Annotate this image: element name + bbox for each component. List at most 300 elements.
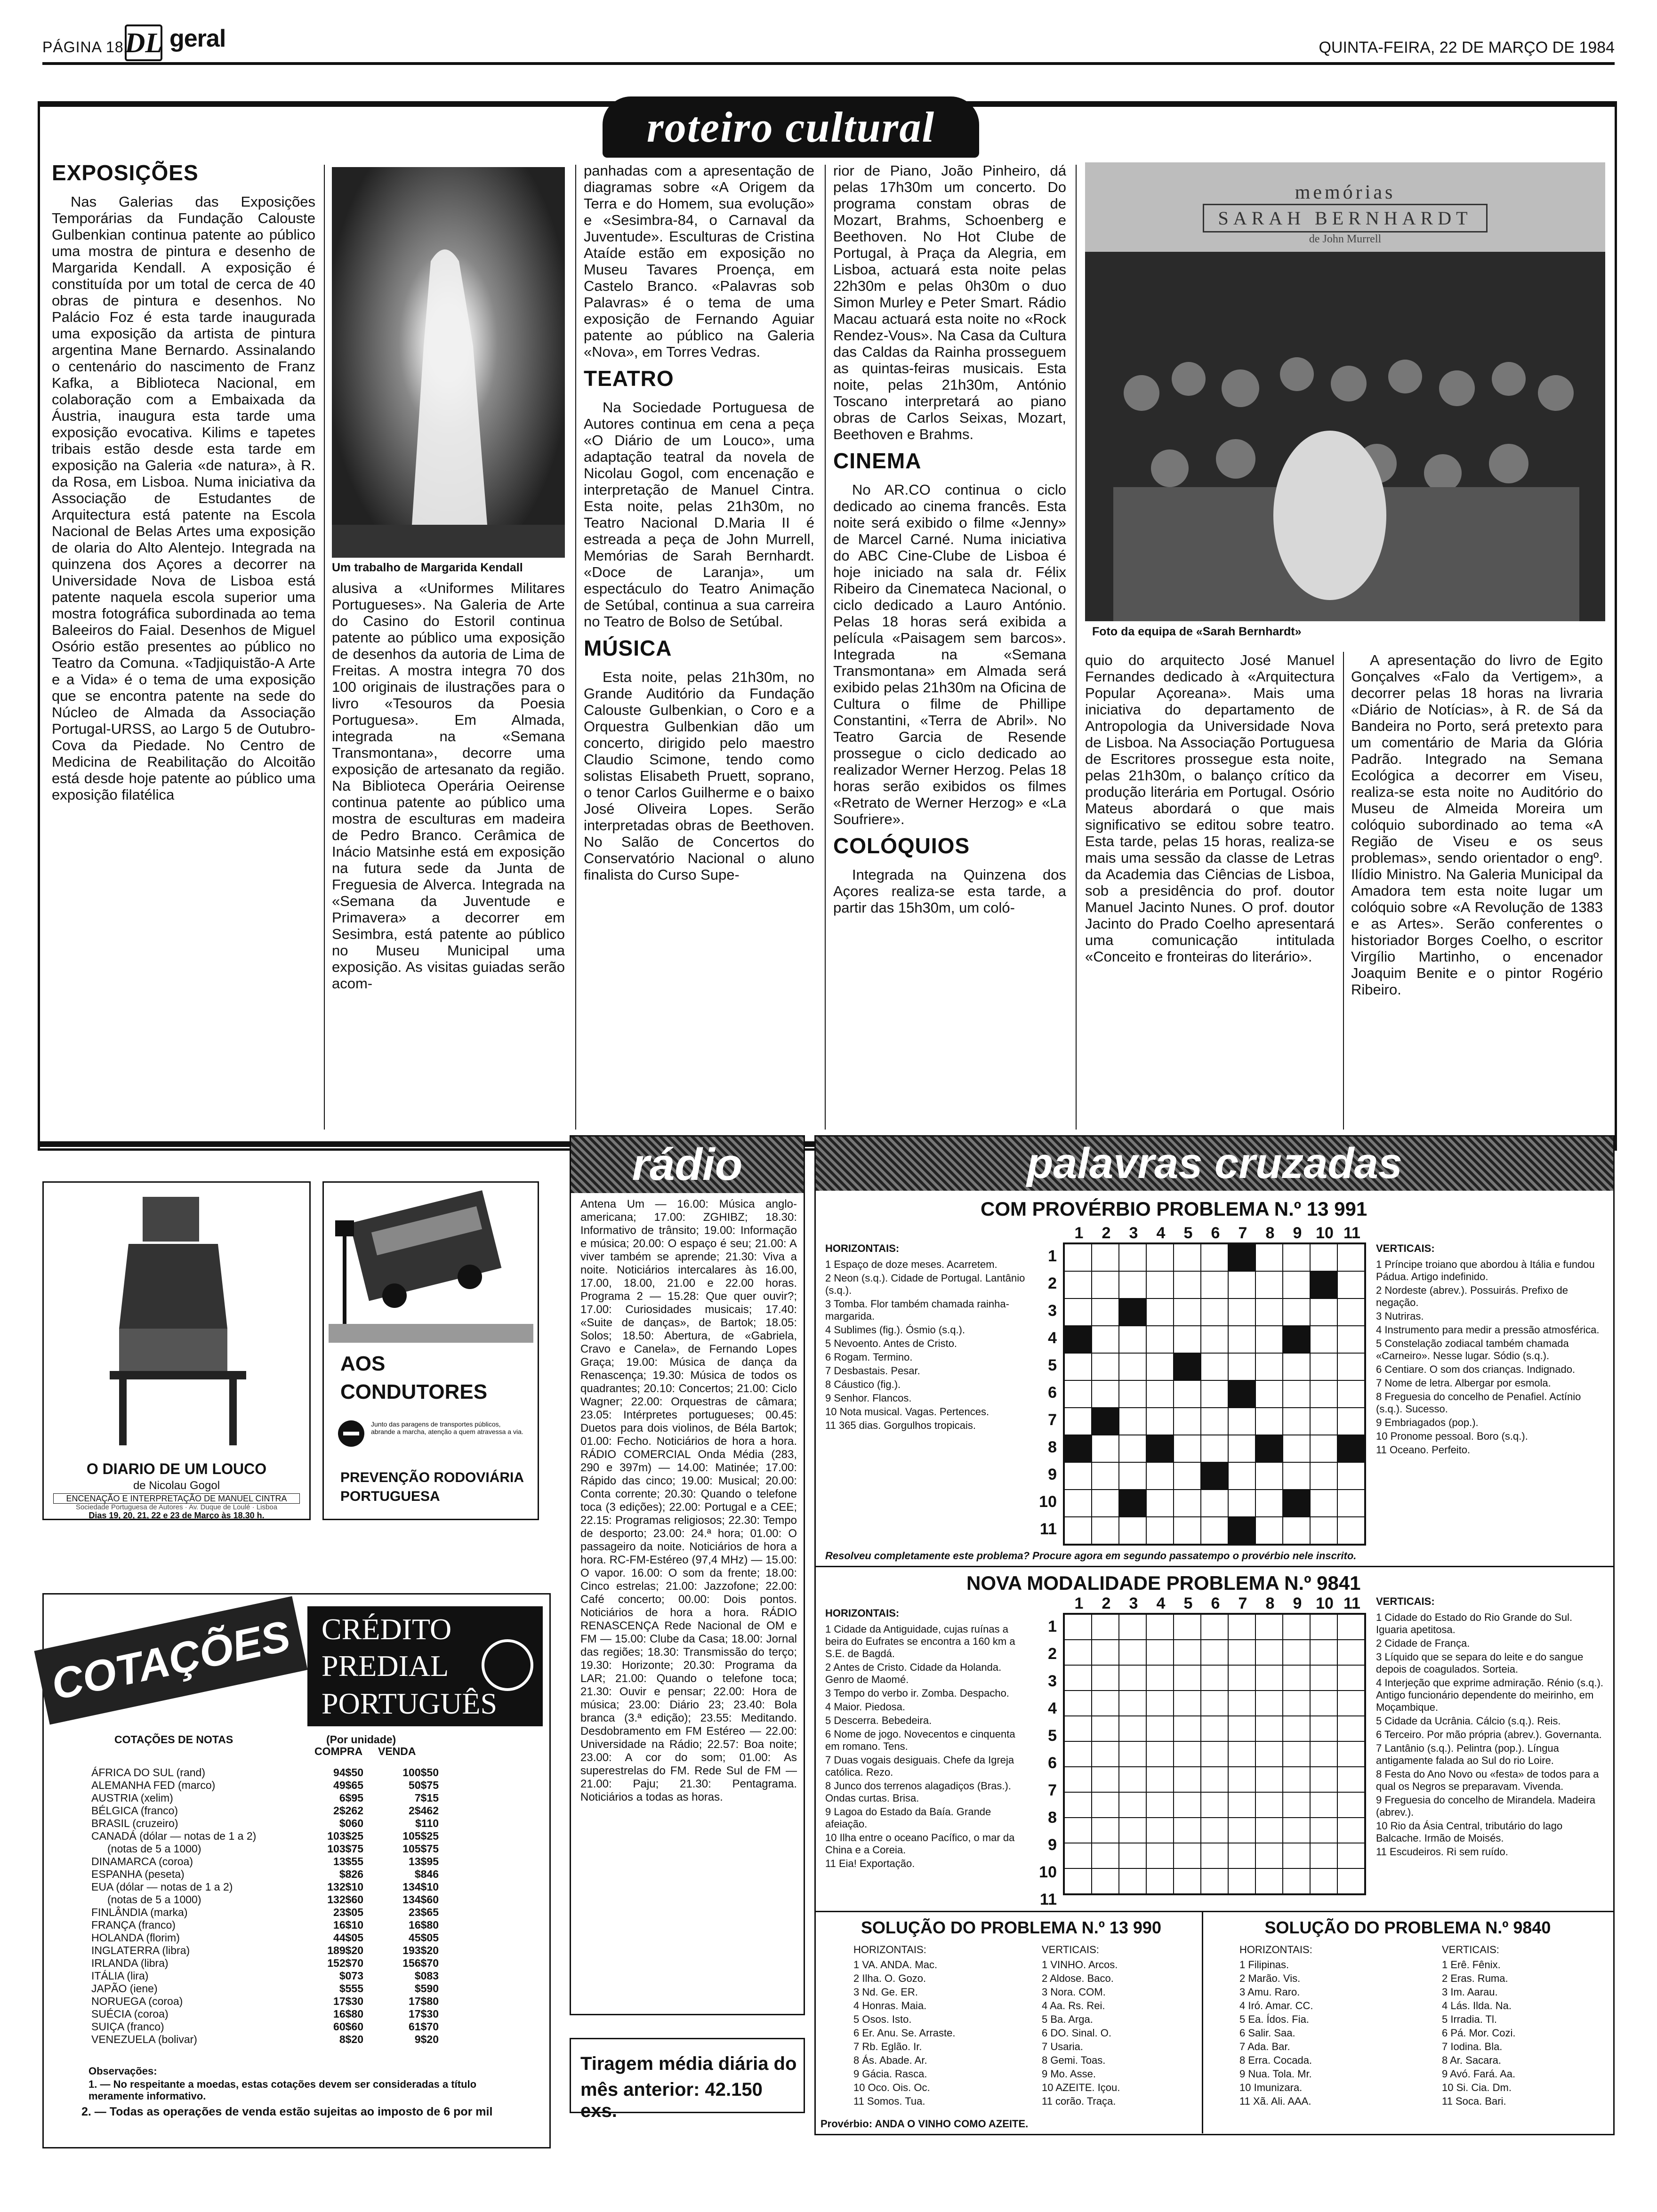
crossword-cell[interactable] bbox=[1228, 1614, 1255, 1640]
crossword-cell[interactable] bbox=[1146, 1271, 1174, 1298]
crossword-cell[interactable] bbox=[1283, 1691, 1310, 1716]
crossword-cell[interactable] bbox=[1310, 1868, 1337, 1894]
crossword-cell[interactable] bbox=[1310, 1490, 1337, 1517]
crossword-cell[interactable] bbox=[1337, 1326, 1365, 1353]
crossword-cell[interactable] bbox=[1064, 1490, 1092, 1517]
crossword-cell[interactable] bbox=[1337, 1271, 1365, 1298]
crossword-cell[interactable] bbox=[1174, 1843, 1201, 1868]
crossword-cell[interactable] bbox=[1092, 1665, 1119, 1691]
roteiro-title: roteiro cultural bbox=[603, 96, 979, 158]
ad-louco-author: de Nicolau Gogol bbox=[133, 1479, 220, 1492]
crossword-cell[interactable] bbox=[1119, 1244, 1146, 1271]
text-coloquios-final: A apresentação do livro de Egito Gonçalves «Falo da Vertigem», a decorrer pelas 18 horas na livraria «Diário de Notícias», à R. de Sá da Bandeira no Porto, será pretexto para um comentário de Maria da Glória Padrão. Integrado na Semana Ecológica a decorrer em Viseu, realiza-se esta noite no Auditório do Museu de Almeida Moreira um colóquio subordinado ao tema «A Região de Viseu e os seus problemas», sendo orientador o engº. Ilídio Ministro. Na Galeria Municipal da Amadora tem esta noite lugar um colóquio sobre «A Revolução de 1383 e as Artes». Serão conferentes o historiador Borges Coelho, o escritor Virgílio Martinho, o encenador Joaquim Benite e o pintor Rogério Ribeiro. bbox=[1351, 652, 1603, 998]
crossword-cell[interactable] bbox=[1119, 1462, 1146, 1490]
crossword-cell[interactable] bbox=[1201, 1818, 1228, 1843]
radio-box bbox=[570, 1135, 805, 2015]
crossword-cell[interactable] bbox=[1228, 1490, 1255, 1517]
crossword-cell[interactable] bbox=[1174, 1326, 1201, 1353]
crossword-cell[interactable] bbox=[1310, 1298, 1337, 1326]
crossword-cell[interactable] bbox=[1310, 1435, 1337, 1462]
crossword-cell[interactable] bbox=[1146, 1640, 1174, 1665]
crossword-cell[interactable] bbox=[1146, 1244, 1174, 1271]
crossword-cell[interactable] bbox=[1064, 1380, 1092, 1408]
crossword-cell[interactable] bbox=[1201, 1408, 1228, 1435]
crossword-cell[interactable] bbox=[1228, 1792, 1255, 1818]
crossword-cell[interactable] bbox=[1092, 1818, 1119, 1843]
crossword-cell[interactable] bbox=[1310, 1818, 1337, 1843]
crossword-cell[interactable] bbox=[1092, 1490, 1119, 1517]
crossword-cell[interactable] bbox=[1146, 1741, 1174, 1767]
crossword-cell[interactable] bbox=[1201, 1741, 1228, 1767]
crossword-cell[interactable] bbox=[1146, 1408, 1174, 1435]
crossword-cell[interactable] bbox=[1228, 1462, 1255, 1490]
sell-rate: $846 bbox=[414, 1868, 439, 1880]
list-item: 4 Instrumento para medir a pressão atmosférica. bbox=[1376, 1324, 1600, 1336]
row-number: 2 bbox=[1048, 1644, 1057, 1663]
sell-rate: 105$75 bbox=[402, 1843, 439, 1855]
crossword-cell[interactable] bbox=[1146, 1462, 1174, 1490]
crossword-cell[interactable] bbox=[1064, 1517, 1092, 1544]
crossword-cell[interactable] bbox=[1310, 1792, 1337, 1818]
crossword-cell[interactable] bbox=[1310, 1244, 1337, 1271]
crossword-cell[interactable] bbox=[1174, 1640, 1201, 1665]
crossword-cell[interactable] bbox=[1092, 1767, 1119, 1792]
crossword-cell[interactable] bbox=[1283, 1380, 1310, 1408]
crossword-cell[interactable] bbox=[1064, 1665, 1092, 1691]
crossword-cell[interactable] bbox=[1337, 1691, 1365, 1716]
crossword-cell[interactable] bbox=[1337, 1665, 1365, 1691]
crossword-cell[interactable] bbox=[1119, 1792, 1146, 1818]
table-row bbox=[88, 1830, 442, 1843]
table-row bbox=[88, 2033, 442, 2046]
list-item: 3 Amu. Raro. bbox=[1239, 1986, 1300, 1998]
crossword-cell[interactable] bbox=[1201, 1767, 1228, 1792]
crossword-cell[interactable] bbox=[1283, 1462, 1310, 1490]
crossword-cell[interactable] bbox=[1174, 1298, 1201, 1326]
crossword-cell[interactable] bbox=[1201, 1326, 1228, 1353]
list-item: 9 Gácia. Rasca. bbox=[853, 2068, 927, 2080]
crossword-cell[interactable] bbox=[1283, 1716, 1310, 1741]
crossword-cell[interactable] bbox=[1174, 1614, 1201, 1640]
crossword-cell[interactable] bbox=[1119, 1614, 1146, 1640]
crossword-cell[interactable] bbox=[1119, 1640, 1146, 1665]
row-number: 6 bbox=[1048, 1754, 1057, 1772]
sol1-v-label: VERTICAIS: bbox=[1042, 1944, 1099, 1956]
table-row bbox=[88, 1906, 442, 1919]
list-item: 3 Líquido que se separa do leite e do sangue depois de coagulados. Sorteia. bbox=[1376, 1651, 1584, 1675]
crossword-cell[interactable] bbox=[1201, 1435, 1228, 1462]
crossword-cell[interactable] bbox=[1255, 1408, 1283, 1435]
currency-name: BÉLGICA (franco) bbox=[91, 1804, 178, 1817]
crossword-cell[interactable] bbox=[1092, 1614, 1119, 1640]
crossword-cell[interactable] bbox=[1255, 1462, 1283, 1490]
crossword-cell[interactable] bbox=[1146, 1614, 1174, 1640]
column-number: 2 bbox=[1102, 1224, 1111, 1242]
crossword-cell[interactable] bbox=[1119, 1517, 1146, 1544]
crossword-cell[interactable] bbox=[1228, 1818, 1255, 1843]
cotacoes-column-label: COTAÇÕES DE NOTAS bbox=[114, 1733, 233, 1746]
crossword-cell[interactable] bbox=[1283, 1271, 1310, 1298]
crossword-cell[interactable] bbox=[1310, 1691, 1337, 1716]
crossword-cell[interactable] bbox=[1174, 1818, 1201, 1843]
crossword-cell[interactable] bbox=[1255, 1298, 1283, 1326]
crossword-cell[interactable] bbox=[1283, 1868, 1310, 1894]
crossword-cell[interactable] bbox=[1119, 1868, 1146, 1894]
list-item: 1 Cidade da Antiguidade, cujas ruínas a beira do Eufrates se encontra a 160 km a S.E. de Bagdá. bbox=[825, 1623, 1015, 1659]
crossword-cell[interactable] bbox=[1146, 1380, 1174, 1408]
crossword-cell[interactable] bbox=[1337, 1353, 1365, 1380]
crossword-cell[interactable] bbox=[1228, 1326, 1255, 1353]
crossword-cell[interactable] bbox=[1228, 1691, 1255, 1716]
crossword-cell[interactable] bbox=[1310, 1843, 1337, 1868]
crossword-cell[interactable] bbox=[1174, 1380, 1201, 1408]
crossword-cell[interactable] bbox=[1201, 1353, 1228, 1380]
banner-line-2: SARAH BERNHARDT bbox=[1203, 204, 1488, 232]
crossword-cell[interactable] bbox=[1064, 1843, 1092, 1868]
crossword-cell[interactable] bbox=[1092, 1843, 1119, 1868]
crossword-cell[interactable] bbox=[1228, 1271, 1255, 1298]
sell-rate: 17$30 bbox=[409, 2008, 439, 2020]
column-number: 5 bbox=[1183, 1224, 1193, 1242]
crossword-cell[interactable] bbox=[1337, 1462, 1365, 1490]
crossword-cell[interactable] bbox=[1283, 1767, 1310, 1792]
list-item: 1 VINHO. Arcos. bbox=[1042, 1959, 1118, 1971]
row-number: 1 bbox=[1048, 1247, 1057, 1265]
row-number: 1 bbox=[1048, 1617, 1057, 1635]
crossword-cell[interactable] bbox=[1064, 1408, 1092, 1435]
crossword-cell[interactable] bbox=[1283, 1408, 1310, 1435]
crossword-cell[interactable] bbox=[1228, 1741, 1255, 1767]
crossword-cell[interactable] bbox=[1092, 1868, 1119, 1894]
crossword-cell[interactable] bbox=[1228, 1716, 1255, 1741]
crossword-cell[interactable] bbox=[1146, 1843, 1174, 1868]
list-item: 8 Gemi. Toas. bbox=[1042, 2054, 1106, 2066]
crossword-cell[interactable] bbox=[1174, 1691, 1201, 1716]
crossword-cell[interactable] bbox=[1255, 1614, 1283, 1640]
crossword-cell[interactable] bbox=[1201, 1614, 1228, 1640]
crossword-cell[interactable] bbox=[1064, 1792, 1092, 1818]
crossword-cell[interactable] bbox=[1310, 1462, 1337, 1490]
crossword-cell[interactable] bbox=[1228, 1408, 1255, 1435]
sell-rate: 50$75 bbox=[409, 1779, 439, 1791]
crossword-cell[interactable] bbox=[1337, 1843, 1365, 1868]
crossword-cell[interactable] bbox=[1255, 1640, 1283, 1665]
crossword-cell[interactable] bbox=[1255, 1244, 1283, 1271]
crossword-cell bbox=[1283, 1490, 1310, 1517]
column-number: 9 bbox=[1293, 1224, 1302, 1242]
text-exposicoes: Nas Galerias das Exposições Temporárias da Fundação Calouste Gulbenkian continua patente ao público uma mostra de pintura e desenho de Margarida Kendall. A exposição é constituída por um total de cerca de 40 obras de pintura e desenhos. No Palácio Foz é esta tarde inaugurada uma exposição da artista de pintura argentina Mane Bernardo. Assinalando o centenário do nascimento de Franz Kafka, a Biblioteca Nacional, em colaboração com a Embaixada da Áustria, inaugura esta tarde uma exposição evocativa. Kilims e tapetes tribais estão desde esta tarde em exposição na Galeria «de natura», à R. da Rosa, em Lisboa. Numa iniciativa da Associação de Estudantes de Arquitectura está patente na Escola Nacional de Belas Artes uma exposição de olaria do Alto Alentejo. Integrada na quinzena dos Açores a decorrer na Universidade Nova de Lisboa está patente naquela escola superior uma mostra fotográfica subordinada ao tema Baleeiros do Faial. Desenhos de Miguel Osório estão presentes ao público no Teatro da Comuna. «Tadjiquistão-A Arte e a Vida» é o tema de uma exposição que se encontra patente na sede do Núcleo de Almada da Associação Portugal-URSS, ao Largo 5 de Outubro-Cova da Piedade. No Centro de Medicina de Reabilitação do Alcoitão está desde hoje patente ao público uma exposição filatélica bbox=[52, 193, 315, 803]
crossword-cell[interactable] bbox=[1337, 1868, 1365, 1894]
row-number: 5 bbox=[1048, 1356, 1057, 1374]
crossword-cell[interactable] bbox=[1174, 1665, 1201, 1691]
crossword-cell[interactable] bbox=[1337, 1614, 1365, 1640]
crossword-cell[interactable] bbox=[1255, 1818, 1283, 1843]
crossword-cell[interactable] bbox=[1119, 1271, 1146, 1298]
crossword-cell[interactable] bbox=[1337, 1380, 1365, 1408]
crossword-cell[interactable] bbox=[1228, 1298, 1255, 1326]
list-item: 7 Usaria. bbox=[1042, 2041, 1084, 2052]
crossword-cell[interactable] bbox=[1283, 1818, 1310, 1843]
crossword-cell[interactable] bbox=[1255, 1271, 1283, 1298]
crossword-cell[interactable] bbox=[1092, 1326, 1119, 1353]
crossword-cell[interactable] bbox=[1146, 1326, 1174, 1353]
crossword-cell[interactable] bbox=[1174, 1792, 1201, 1818]
crossword-cell[interactable] bbox=[1174, 1462, 1201, 1490]
heading-teatro: TEATRO bbox=[584, 366, 674, 391]
crossword-grid-1[interactable] bbox=[1063, 1242, 1366, 1546]
crossword-cell[interactable] bbox=[1174, 1868, 1201, 1894]
crossword-cell[interactable] bbox=[1174, 1517, 1201, 1544]
crossword-cell[interactable] bbox=[1283, 1665, 1310, 1691]
crossword-grid-2[interactable] bbox=[1063, 1613, 1366, 1895]
crossword-cell[interactable] bbox=[1174, 1716, 1201, 1741]
crossword-cell[interactable] bbox=[1310, 1640, 1337, 1665]
list-item: 2 Antes de Cristo. Cidade da Holanda. Genro de Maomé. bbox=[825, 1661, 1002, 1685]
crossword-cell[interactable] bbox=[1092, 1244, 1119, 1271]
crossword-cell[interactable] bbox=[1064, 1868, 1092, 1894]
crossword-cell[interactable] bbox=[1283, 1843, 1310, 1868]
crossword-cell[interactable] bbox=[1228, 1843, 1255, 1868]
crossword-cell[interactable] bbox=[1310, 1326, 1337, 1353]
crossword-cell[interactable] bbox=[1174, 1408, 1201, 1435]
crossword-cell[interactable] bbox=[1119, 1380, 1146, 1408]
page-number: PÁGINA 18 bbox=[42, 39, 124, 56]
crossword-cell[interactable] bbox=[1092, 1380, 1119, 1408]
crossword-cell[interactable] bbox=[1201, 1244, 1228, 1271]
crossword-cell[interactable] bbox=[1064, 1640, 1092, 1665]
crossword-cell[interactable] bbox=[1283, 1614, 1310, 1640]
crossword-cell[interactable] bbox=[1283, 1435, 1310, 1462]
crossword-cell[interactable] bbox=[1092, 1298, 1119, 1326]
crossword-cell[interactable] bbox=[1146, 1353, 1174, 1380]
list-item: 9 Embriagados (pop.). bbox=[1376, 1417, 1479, 1428]
crossword-cell[interactable] bbox=[1255, 1326, 1283, 1353]
crossword-cell[interactable] bbox=[1310, 1614, 1337, 1640]
list-item: 11 Oceano. Perfeito. bbox=[1376, 1444, 1471, 1456]
crossword-cell[interactable] bbox=[1174, 1271, 1201, 1298]
crossword-cell[interactable] bbox=[1201, 1691, 1228, 1716]
crossword-cell[interactable] bbox=[1119, 1435, 1146, 1462]
crossword-cell[interactable] bbox=[1255, 1716, 1283, 1741]
crossword-cell[interactable] bbox=[1119, 1326, 1146, 1353]
crossword-cell[interactable] bbox=[1201, 1517, 1228, 1544]
crossword-cell[interactable] bbox=[1337, 1244, 1365, 1271]
crossword-cell[interactable] bbox=[1064, 1244, 1092, 1271]
crossword-cell[interactable] bbox=[1174, 1435, 1201, 1462]
crossword-cell[interactable] bbox=[1201, 1868, 1228, 1894]
crossword-cell[interactable] bbox=[1146, 1792, 1174, 1818]
buy-rate: 189$20 bbox=[327, 1944, 363, 1956]
crossword-cell[interactable] bbox=[1092, 1716, 1119, 1741]
crossword-cell[interactable] bbox=[1174, 1490, 1201, 1517]
crossword-cell[interactable] bbox=[1092, 1353, 1119, 1380]
actor-on-table-illustration bbox=[48, 1187, 305, 1451]
crossword-cell[interactable] bbox=[1255, 1741, 1283, 1767]
crossword-cell[interactable] bbox=[1255, 1665, 1283, 1691]
crossword-cell[interactable] bbox=[1310, 1408, 1337, 1435]
crossword-cell[interactable] bbox=[1228, 1640, 1255, 1665]
crossword-cell[interactable] bbox=[1201, 1271, 1228, 1298]
row-number: 8 bbox=[1048, 1438, 1057, 1456]
crossword-cell[interactable] bbox=[1228, 1435, 1255, 1462]
crossword-cell[interactable] bbox=[1146, 1298, 1174, 1326]
problem1-row-numbers bbox=[1032, 1242, 1061, 1543]
column-exposicoes-cont bbox=[332, 580, 565, 1130]
sell-rate: 16$80 bbox=[409, 1919, 439, 1931]
crossword-cell[interactable] bbox=[1092, 1435, 1119, 1462]
bank-name-2: PREDIAL bbox=[322, 1649, 449, 1683]
crossword-cell[interactable] bbox=[1092, 1691, 1119, 1716]
sol2-h-list bbox=[1239, 1959, 1409, 2108]
crossword-cell[interactable] bbox=[1146, 1818, 1174, 1843]
column-rule bbox=[1202, 1912, 1203, 2133]
crossword-cell[interactable] bbox=[1146, 1868, 1174, 1894]
crossword-cell[interactable] bbox=[1283, 1741, 1310, 1767]
list-item: 9 Lagoa do Estado da Baía. Grande afeiação. bbox=[825, 1806, 991, 1830]
crossword-cell[interactable] bbox=[1310, 1767, 1337, 1792]
crossword-cell[interactable] bbox=[1283, 1298, 1310, 1326]
crossword-cell[interactable] bbox=[1092, 1271, 1119, 1298]
crossword-cell[interactable] bbox=[1310, 1741, 1337, 1767]
crossword-cell[interactable] bbox=[1337, 1408, 1365, 1435]
crossword-cell[interactable] bbox=[1146, 1767, 1174, 1792]
crossword-cell[interactable] bbox=[1119, 1716, 1146, 1741]
crossword-cell[interactable] bbox=[1255, 1517, 1283, 1544]
crossword-cell[interactable] bbox=[1337, 1741, 1365, 1767]
list-item: 7 Lantânio (s.q.). Pelintra (pop.). Língua antigamente falada ao Sul do rio Loire. bbox=[1376, 1742, 1559, 1766]
crossword-cell bbox=[1201, 1462, 1228, 1490]
problem2-horizontals bbox=[825, 1607, 1032, 1871]
crossword-cell[interactable] bbox=[1146, 1665, 1174, 1691]
crossword-cell[interactable] bbox=[1119, 1741, 1146, 1767]
solucao-9840 bbox=[1207, 1918, 1609, 2130]
photo-sarah-bernhardt bbox=[1085, 162, 1605, 621]
buy-rate: 17$30 bbox=[333, 1995, 363, 2007]
list-item: 7 Duas vogais desiguais. Chefe da Igreja católica. Rezo. bbox=[825, 1754, 1014, 1778]
crossword-cell[interactable] bbox=[1064, 1298, 1092, 1326]
crossword-cell[interactable] bbox=[1283, 1792, 1310, 1818]
crossword-cell[interactable] bbox=[1064, 1691, 1092, 1716]
table-row bbox=[88, 1995, 442, 2008]
crossword-cell[interactable] bbox=[1119, 1691, 1146, 1716]
crossword-cell[interactable] bbox=[1228, 1353, 1255, 1380]
crossword-cell[interactable] bbox=[1228, 1665, 1255, 1691]
crossword-cell[interactable] bbox=[1092, 1517, 1119, 1544]
crossword-cell[interactable] bbox=[1337, 1517, 1365, 1544]
crossword-cell[interactable] bbox=[1201, 1843, 1228, 1868]
crossword-cell[interactable] bbox=[1255, 1868, 1283, 1894]
crossword-cell[interactable] bbox=[1310, 1380, 1337, 1408]
crossword-cell[interactable] bbox=[1119, 1843, 1146, 1868]
buy-rate: $555 bbox=[339, 1982, 363, 1995]
crossword-cell[interactable] bbox=[1119, 1767, 1146, 1792]
crossword-cell[interactable] bbox=[1310, 1665, 1337, 1691]
crossword-cell[interactable] bbox=[1337, 1490, 1365, 1517]
crossword-cell[interactable] bbox=[1064, 1353, 1092, 1380]
crossword-cell[interactable] bbox=[1119, 1408, 1146, 1435]
table-row bbox=[88, 1881, 442, 1893]
crossword-cell[interactable] bbox=[1201, 1640, 1228, 1665]
crossword-cell[interactable] bbox=[1337, 1716, 1365, 1741]
crossword-cell[interactable] bbox=[1146, 1691, 1174, 1716]
crossword-cell[interactable] bbox=[1119, 1353, 1146, 1380]
crossword-cell[interactable] bbox=[1283, 1640, 1310, 1665]
crossword-cell[interactable] bbox=[1092, 1640, 1119, 1665]
crossword-cell[interactable] bbox=[1092, 1462, 1119, 1490]
crossword-cell[interactable] bbox=[1255, 1353, 1283, 1380]
crossword-cell bbox=[1092, 1408, 1119, 1435]
crossword-cell[interactable] bbox=[1255, 1767, 1283, 1792]
cotacoes-obs-2: 2. — Todas as operações de venda estão sujeitas ao imposto de 6 por mil bbox=[81, 2105, 493, 2118]
column-coloquios-final bbox=[1351, 652, 1603, 1132]
crossword-cell[interactable] bbox=[1201, 1490, 1228, 1517]
crossword-cell[interactable] bbox=[1255, 1380, 1283, 1408]
crossword-cell[interactable] bbox=[1337, 1767, 1365, 1792]
column-cinema bbox=[833, 162, 1066, 1132]
crossword-cell[interactable] bbox=[1146, 1490, 1174, 1517]
crossword-cell[interactable] bbox=[1255, 1490, 1283, 1517]
crossword-cell[interactable] bbox=[1337, 1298, 1365, 1326]
crossword-cell[interactable] bbox=[1174, 1244, 1201, 1271]
dateline: QUINTA-FEIRA, 22 DE MARÇO DE 1984 bbox=[1319, 39, 1615, 56]
table-row bbox=[88, 1817, 442, 1830]
crossword-cell[interactable] bbox=[1064, 1462, 1092, 1490]
crossword-cell[interactable] bbox=[1337, 1818, 1365, 1843]
crossword-cell bbox=[1255, 1435, 1283, 1462]
crossword-cell[interactable] bbox=[1174, 1767, 1201, 1792]
crossword-cell[interactable] bbox=[1119, 1665, 1146, 1691]
crossword-cell[interactable] bbox=[1092, 1741, 1119, 1767]
column-rule bbox=[825, 165, 826, 1130]
crossword-cell[interactable] bbox=[1064, 1767, 1092, 1792]
crossword-cell[interactable] bbox=[1310, 1716, 1337, 1741]
crossword-cell[interactable] bbox=[1228, 1868, 1255, 1894]
crossword-cell[interactable] bbox=[1255, 1792, 1283, 1818]
crossword-cell[interactable] bbox=[1283, 1517, 1310, 1544]
list-item: 10 Si. Cia. Dm. bbox=[1442, 2082, 1512, 2093]
crossword-cell[interactable] bbox=[1119, 1818, 1146, 1843]
column-teatro-musica bbox=[584, 162, 814, 1132]
crossword-cell[interactable] bbox=[1092, 1792, 1119, 1818]
crossword-cell[interactable] bbox=[1283, 1353, 1310, 1380]
crossword-cell[interactable] bbox=[1146, 1716, 1174, 1741]
crossword-cell[interactable] bbox=[1174, 1741, 1201, 1767]
crossword-cell[interactable] bbox=[1255, 1843, 1283, 1868]
crossword-cell[interactable] bbox=[1228, 1767, 1255, 1792]
crossword-cell[interactable] bbox=[1310, 1517, 1337, 1544]
crossword-cell[interactable] bbox=[1201, 1792, 1228, 1818]
crossword-cell[interactable] bbox=[1201, 1665, 1228, 1691]
crossword-cell[interactable] bbox=[1310, 1353, 1337, 1380]
crossword-cell[interactable] bbox=[1337, 1640, 1365, 1665]
heading-exposicoes: EXPOSIÇÕES bbox=[52, 160, 199, 185]
crossword-cell[interactable] bbox=[1201, 1380, 1228, 1408]
photo1-caption: Um trabalho de Margarida Kendall bbox=[332, 561, 523, 574]
crossword-cell[interactable] bbox=[1064, 1818, 1092, 1843]
crossword-cell[interactable] bbox=[1064, 1716, 1092, 1741]
crossword-cell[interactable] bbox=[1146, 1517, 1174, 1544]
crossword-cell[interactable] bbox=[1064, 1614, 1092, 1640]
crossword-cell[interactable] bbox=[1337, 1792, 1365, 1818]
crossword-cell[interactable] bbox=[1064, 1741, 1092, 1767]
crossword-cell[interactable] bbox=[1201, 1298, 1228, 1326]
crossword-cell bbox=[1119, 1490, 1146, 1517]
crossword-cell[interactable] bbox=[1283, 1244, 1310, 1271]
crossword-cell[interactable] bbox=[1064, 1271, 1092, 1298]
sell-rate: 134$10 bbox=[402, 1881, 439, 1893]
crossword-cell[interactable] bbox=[1201, 1716, 1228, 1741]
crossword-cell[interactable] bbox=[1255, 1691, 1283, 1716]
